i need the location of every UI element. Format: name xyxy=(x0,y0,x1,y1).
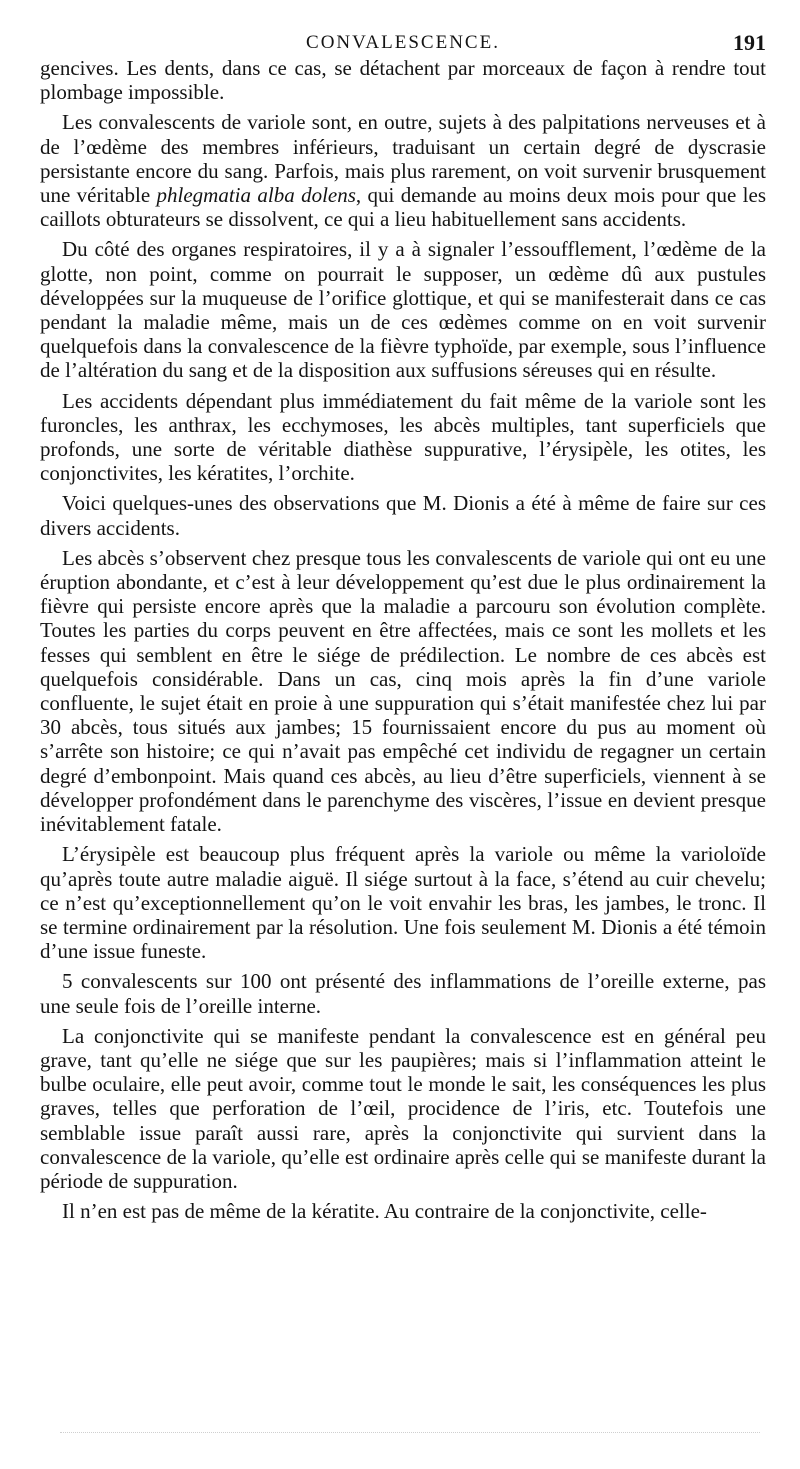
page-bottom-divider xyxy=(60,1432,760,1433)
paragraph-erysipelas: L’érysipèle est beaucoup plus fréquent après la variole ou même la varioloïde qu’après toute autre maladie aiguë. Il siége surtout à la face, s’étend au cuir chevelu; ce n’est qu’exceptionnellement qu’on le voit envahir les bras, les jambes, le tronc. Il se termine ordinairement par la résolution. Une fois seulement M. Dionis a été témoin d’une issue funeste. xyxy=(40,842,766,964)
paragraph-text: Les convalescents de variole sont, en outre, sujets à des palpitations nerveuses et à de l’œdème des membres inférieurs, traduisant un certain degré de dyscrasie persistante encore du sang. Parfois, mais plus rarement, on voit survenir brusquement une véritable xyxy=(40,110,766,208)
book-page xyxy=(40,0,766,1229)
paragraph-observations: Voici quelques-unes des observations que M. Dionis a été à même de faire sur ces divers accidents. xyxy=(40,491,766,540)
paragraph-continuation: gencives. Les dents, dans ce cas, se détachent par morceaux de façon à rendre tout plombage impossible. xyxy=(40,56,766,105)
page-number: 191 xyxy=(733,30,766,55)
paragraph-keratitis: Il n’en est pas de même de la kératite. Au contraire de la conjonctivite, celle- xyxy=(62,1199,707,1224)
paragraph-text: , qui demande au moins deux mois pour que les caillots obturateurs se dissolvent, ce qui a lieu habituellement sans accidents. xyxy=(40,183,767,232)
paragraph-respiratory: Du côté des organes respiratoires, il y a à signaler l’essoufflement, l’œdème de la glotte, non point, comme on pourrait le supposer, un œdème dû aux pustules développées sur la muqueuse de l’orifice glottique, et qui se manifesterait dans ce cas pendant la maladie même, mais un de ces œdèmes comme on en voit survenir quelquefois dans la convalescence de la fièvre typhoïde, par exemple, sous l’influence de l’altération du sang et de la disposition aux suffusions séreuses qui en résulte. xyxy=(40,237,766,383)
paragraph-ear: 5 convalescents sur 100 ont présenté des inflammations de l’oreille externe, pas une seule fois de l’oreille interne. xyxy=(40,969,766,1018)
paragraph-abscesses: Les abcès s’observent chez presque tous les convalescents de variole qui ont eu une éruption abondante, et c’est à leur développement qu’est due le plus ordinairement la fièvre qui persiste encore après que la maladie a parcouru son évolution complète. Toutes les parties du corps peuvent en être affectées, mais ce sont les mollets et les fesses qui semblent en être le siége de prédilection. Le nombre de ces abcès est quelquefois considérable. Dans un cas, cinq mois après la fin d’une variole confluente, le sujet était en proie à une suppuration qui s’était manifestée chez lui par 30 abcès, tous situés aux jambes; 15 fournissaient encore du pus au moment où s’arrête son histoire; ce qui n’avait pas empêché cet individu de regagner un certain degré d’embonpoint. Mais quand ces abcès, au lieu d’être superficiels, viennent à se développer profondément dans le parenchyme des viscères, l’issue en devient presque inévitablement fatale. xyxy=(40,545,766,837)
paragraph-conjunctivitis: La conjonctivite qui se manifeste pendant la convalescence est en général peu grave, tant qu’elle ne siége que sur les paupières; mais si l’inflammation atteint le bulbe oculaire, elle peut avoir, comme tout le monde le sait, les conséquences les plus graves, telles que perforation de l’œil, procidence de l’iris, etc. Toutefois une semblable issue paraît aussi rare, après la conjonctivite qui survient dans la convalescence de la variole, qu’elle est ordinaire après celle qui se manifeste durant la période de suppuration. xyxy=(40,1023,766,1193)
paragraph-accidents: Les accidents dépendant plus immédiatement du fait même de la variole sont les furoncles, les anthrax, les ecchymoses, les abcès multiples, tant superficiels que profonds, une sorte de véritable diathèse suppurative, l’érysipèle, les otites, les conjonctivites, les kératites, l’orchite. xyxy=(40,388,766,486)
body-text xyxy=(40,56,766,1223)
italic-term: phlegmatia alba dolens xyxy=(156,183,356,208)
running-title: CONVALESCENCE. xyxy=(306,32,500,53)
running-head xyxy=(40,0,766,56)
paragraph-palpitations xyxy=(40,110,766,231)
